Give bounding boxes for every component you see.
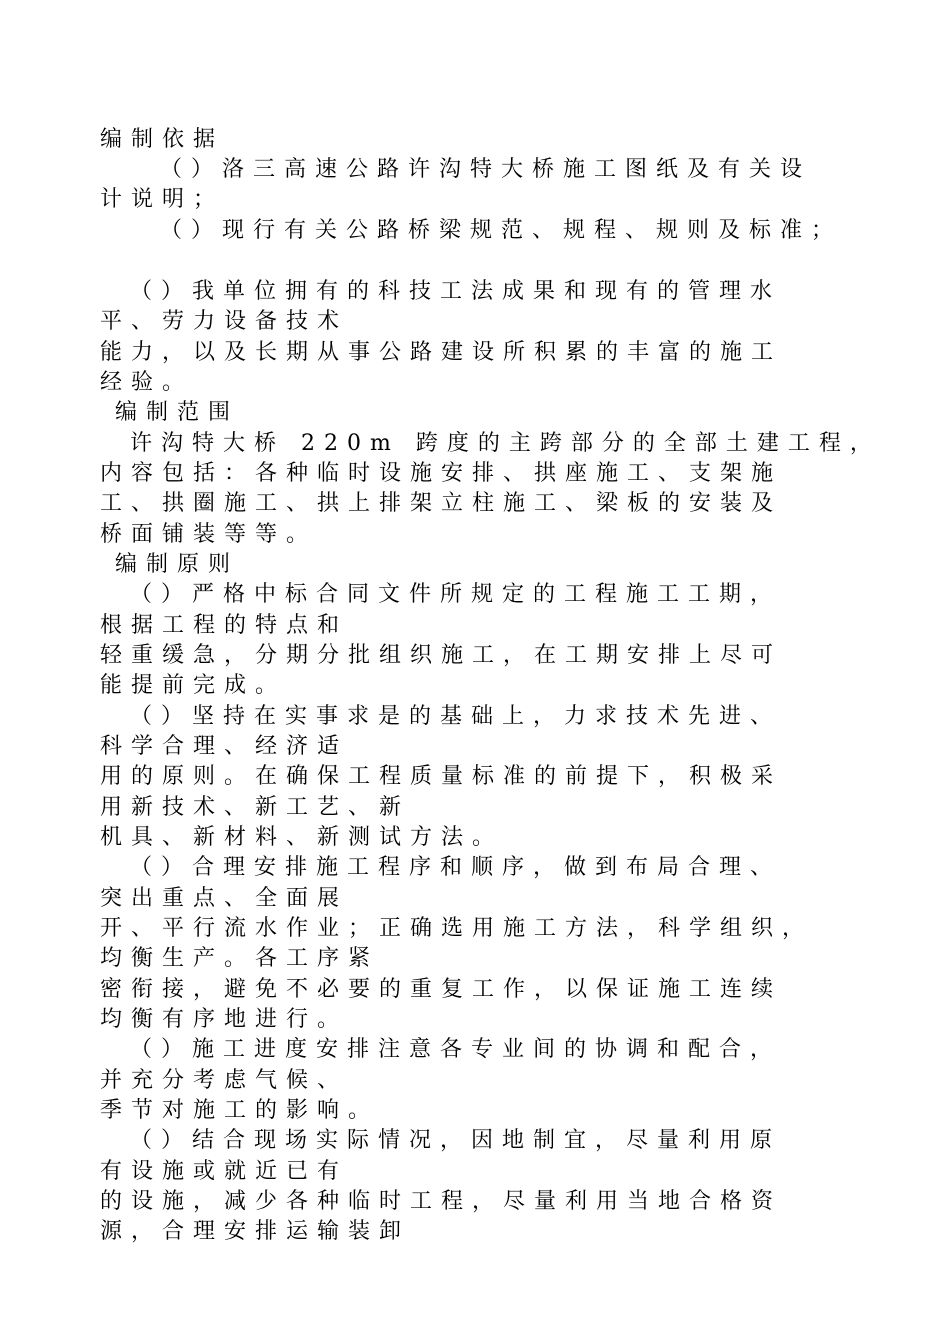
text-line: 的设施，减少各种临时工程，尽量利用当地合格资 (100, 1189, 783, 1214)
text-line: （）洛三高速公路许沟特大桥施工图纸及有关设 (160, 157, 812, 182)
text-line: 用的原则。在确保工程质量标准的前提下，积极采 (100, 764, 783, 789)
text-line: （）我单位拥有的科技工法成果和现有的管理水 (130, 279, 782, 304)
text-line: （）合理安排施工程序和顺序，做到布局合理、 (130, 855, 782, 880)
text-line: 能力，以及长期从事公路建设所积累的丰富的施工 (100, 340, 783, 365)
text-line: 均衡有序地进行。 (100, 1007, 349, 1032)
text-line: （）现行有关公路桥梁规范、规程、规则及标准； (160, 218, 843, 243)
text-line: 突出重点、全面展 (100, 886, 349, 911)
text-line: 科学合理、经济适 (100, 734, 349, 759)
text-line: 季节对施工的影响。 (100, 1098, 380, 1123)
text-line: 均衡生产。各工序紧 (100, 946, 380, 971)
text-line: （）严格中标合同文件所规定的工程施工工期， (130, 582, 782, 607)
text-line: 有设施或就近已有 (100, 1159, 349, 1184)
text-line: （）结合现场实际情况，因地制宜，尽量利用原 (130, 1128, 782, 1153)
text-line: 工、拱圈施工、拱上排架立柱施工、梁板的安装及 (100, 491, 783, 516)
text-line: 经验。 (100, 370, 194, 395)
text-line: 密衔接，避免不必要的重复工作，以保证施工连续 (100, 977, 783, 1002)
text-line: 能提前完成。 (100, 673, 287, 698)
text-line: 计说明； (100, 187, 225, 212)
text-line: 源，合理安排运输装卸 (100, 1219, 411, 1244)
text-line: （）坚持在实事求是的基础上，力求技术先进、 (130, 704, 782, 729)
text-line: 根据工程的特点和 (100, 613, 349, 638)
text-line: 平、劳力设备技术 (100, 309, 349, 334)
heading-scope: 编制范围 (115, 400, 240, 425)
text-line: 许沟特大桥 220m 跨度的主跨部分的全部土建工程， (130, 431, 881, 456)
heading-basis: 编制依据 (100, 127, 225, 152)
text-line: 开、平行流水作业；正确选用施工方法，科学组织， (100, 916, 814, 941)
text-line: （）施工进度安排注意各专业间的协调和配合， (130, 1037, 782, 1062)
text-line: 桥面铺装等等。 (100, 522, 318, 547)
heading-principles: 编制原则 (115, 552, 240, 577)
text-line: 并充分考虑气候、 (100, 1068, 349, 1093)
text-line: 用新技术、新工艺、新 (100, 795, 411, 820)
text-line: 机具、新材料、新测试方法。 (100, 825, 504, 850)
text-line: 轻重缓急，分期分批组织施工，在工期安排上尽可 (100, 643, 783, 668)
text-line: 内容包括：各种临时设施安排、拱座施工、支架施 (100, 461, 783, 486)
